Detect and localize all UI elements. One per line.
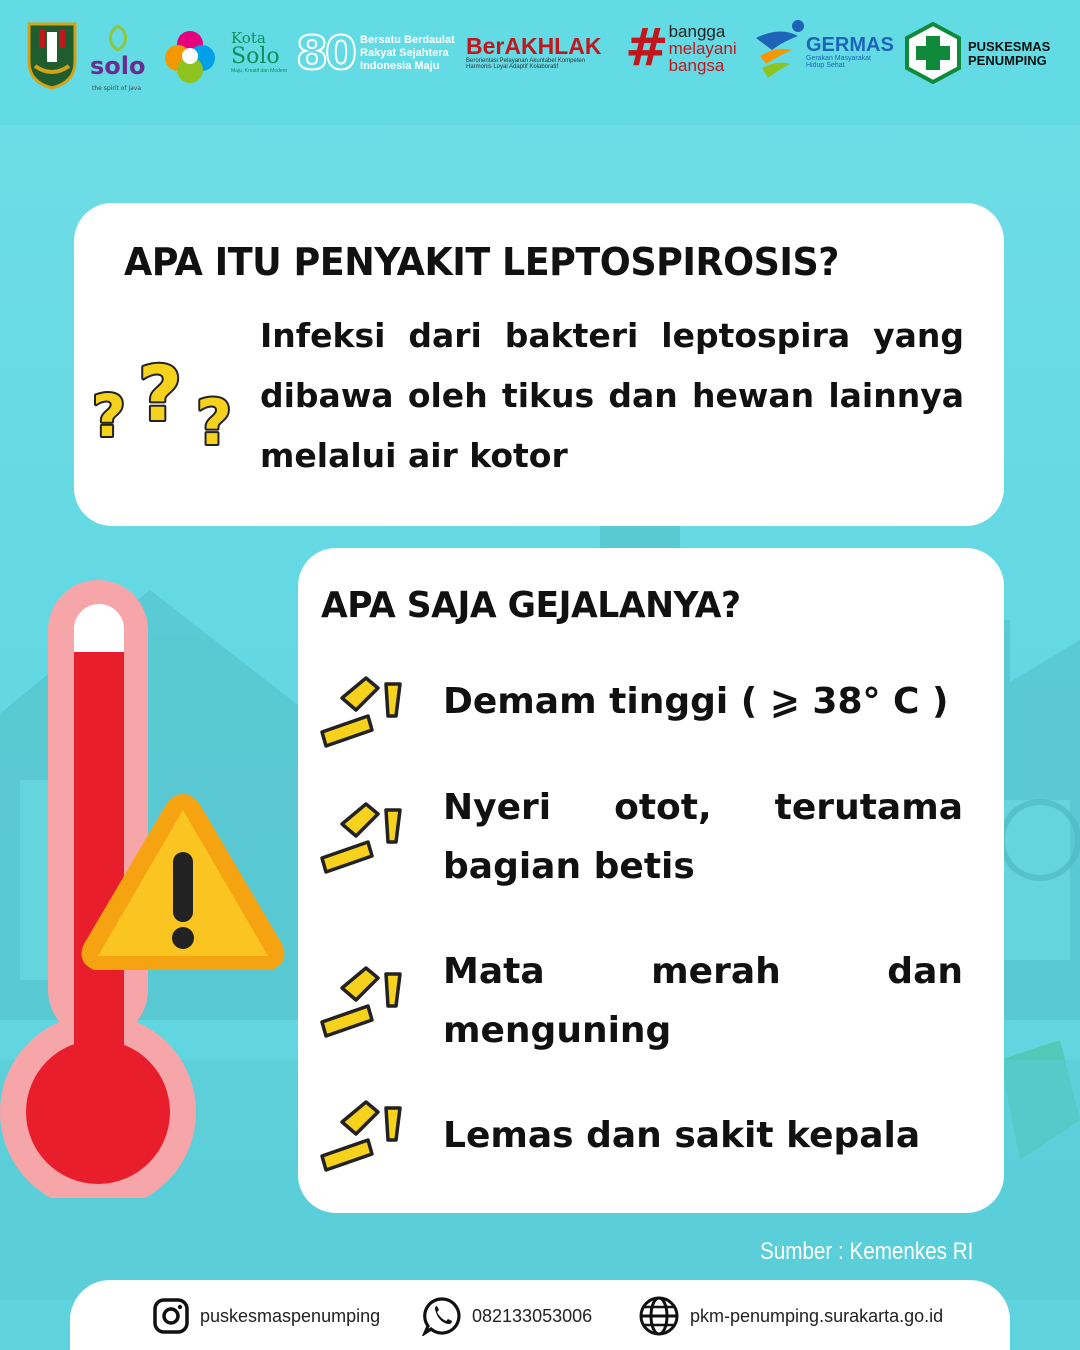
kota-solo-line2: Solo bbox=[231, 44, 280, 69]
symptom-text: Lemas dan sakit kepala bbox=[443, 1115, 921, 1156]
instagram-handle: puskesmaspenumping bbox=[200, 1305, 381, 1326]
symptom-text: Demam tinggi ( ⩾ 38° C ) bbox=[443, 681, 949, 722]
whatsapp-icon bbox=[422, 1296, 462, 1336]
germas-sub-2: Hidup Sehat bbox=[806, 62, 845, 69]
germas-title: GERMAS bbox=[806, 34, 894, 56]
solo-tagline: the spirit of java bbox=[92, 85, 142, 92]
sparkle-icon bbox=[320, 966, 406, 1040]
puskesmas-line-1: PUSKESMAS bbox=[968, 39, 1051, 54]
section1-title: APA ITU PENYAKIT LEPTOSPIROSIS? bbox=[124, 240, 839, 284]
berakhlak-sub-2: Harmonis Loyal Adaptif Kolaboratif bbox=[466, 64, 559, 70]
solo-wordmark: solo bbox=[90, 52, 146, 80]
surakarta-coat-of-arms-logo bbox=[27, 22, 77, 90]
website-link[interactable] bbox=[638, 1296, 943, 1336]
symptom-text: Nyeri otot, terutama bagian betis bbox=[443, 787, 963, 887]
germas-sub-1: Gerakan Masyarakat bbox=[806, 55, 871, 62]
bangga-line-3: bangsa bbox=[668, 55, 725, 75]
whatsapp-number: 082133053006 bbox=[472, 1305, 593, 1326]
svg-text:?: ? bbox=[138, 349, 183, 438]
berakhlak-sub-1: Berorientasi Pelayanan Akuntabel Kompeten bbox=[466, 58, 586, 64]
germas-wordmark bbox=[806, 35, 894, 69]
section1-text: Infeksi dari bakteri leptospira yang dibawa oleh tikus dan hewan lainnya melalui air kotor bbox=[260, 316, 964, 475]
website-url: pkm-penumping.surakarta.go.id bbox=[690, 1305, 944, 1326]
symptom-text: Mata merah dan menguning bbox=[443, 951, 963, 1051]
sparkle-icon bbox=[320, 1100, 406, 1174]
hashtag-icon: # bbox=[625, 18, 669, 78]
anniversary-text-3: Indonesia Maju bbox=[360, 59, 440, 72]
berakhlak-title: BerAKHLAK bbox=[466, 33, 602, 59]
question-marks-icon bbox=[92, 340, 254, 452]
whatsapp-link[interactable] bbox=[422, 1296, 592, 1336]
source-text: Sumber : Kemenkes RI bbox=[760, 1238, 974, 1265]
kota-solo-wordmark bbox=[231, 30, 291, 74]
kota-solo-sub: Maju, Kreatif dan Modern bbox=[231, 68, 288, 74]
puskesmas-line-2: PENUMPING bbox=[968, 53, 1047, 68]
svg-text:?: ? bbox=[92, 382, 126, 450]
warning-icon bbox=[76, 786, 290, 978]
instagram-icon bbox=[152, 1297, 190, 1335]
anniversary-text-2: Rakyat Sejahtera bbox=[360, 46, 449, 59]
anniversary-number: 80 bbox=[296, 26, 355, 80]
kota-solo-line1: Kota bbox=[231, 29, 266, 47]
anniversary-text-1: Bersatu Berdaulat bbox=[360, 33, 455, 46]
puskesmas-logo bbox=[904, 22, 962, 84]
solo-spirit-of-java-logo bbox=[88, 22, 150, 94]
section2-title: APA SAJA GEJALANYA? bbox=[321, 585, 741, 626]
kota-solo-flower-logo bbox=[160, 26, 220, 86]
bangga-line-2: melayani bbox=[668, 38, 737, 58]
svg-text:?: ? bbox=[196, 386, 232, 452]
header-logo-bar bbox=[0, 0, 1080, 125]
bangga-line-1: bangga bbox=[668, 21, 726, 41]
puskesmas-wordmark bbox=[968, 40, 1050, 68]
globe-icon bbox=[638, 1295, 680, 1337]
ri-80-anniversary-logo bbox=[296, 26, 455, 80]
sparkle-icon bbox=[320, 676, 406, 750]
instagram-link[interactable] bbox=[152, 1296, 380, 1336]
berakhlak-logo bbox=[466, 34, 601, 70]
germas-figure-logo bbox=[752, 16, 806, 82]
sparkle-icon bbox=[320, 802, 406, 876]
bangga-melayani-bangsa-logo bbox=[625, 18, 737, 78]
